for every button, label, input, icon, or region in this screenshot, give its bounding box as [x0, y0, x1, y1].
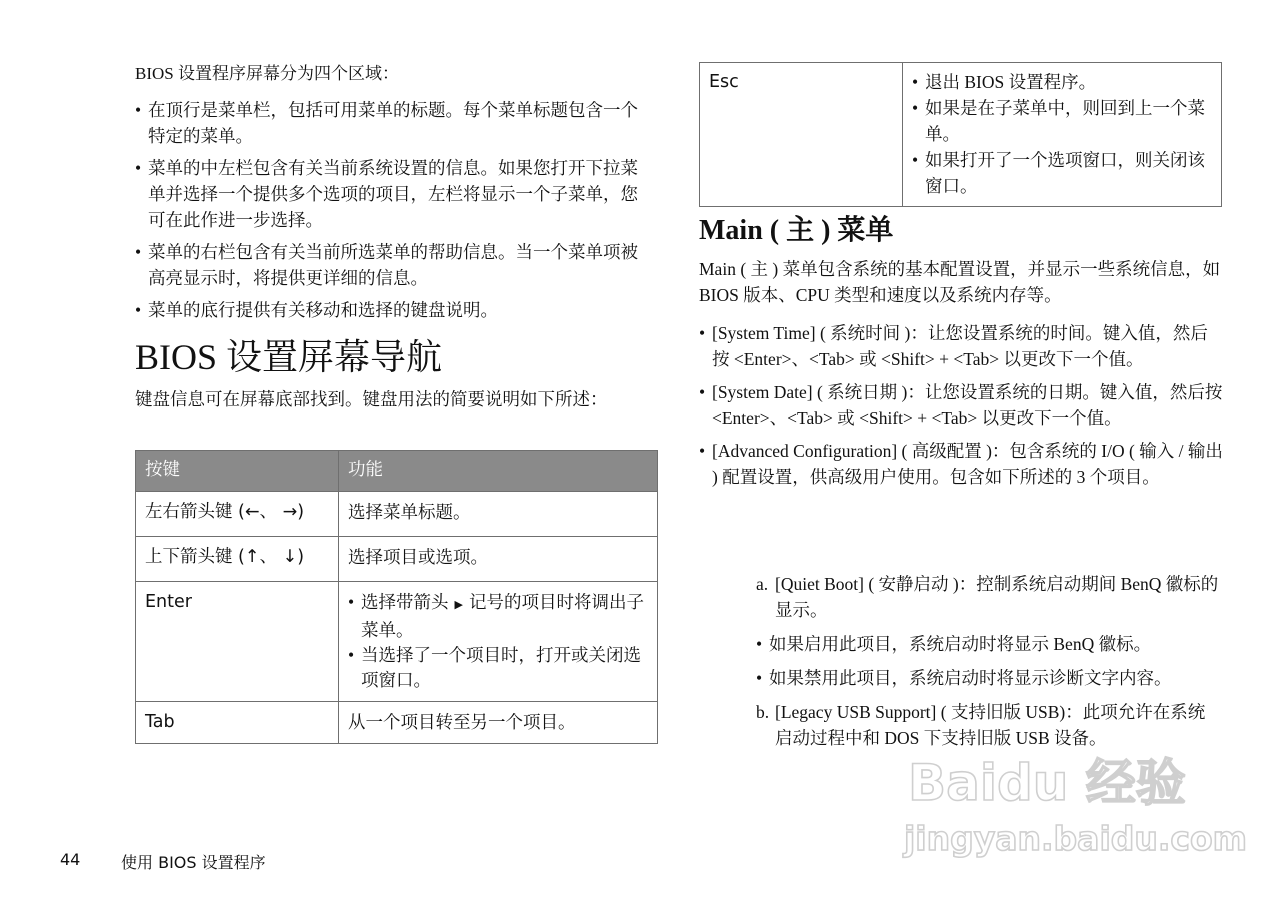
key-cell: 左右箭头键 (←、 →): [136, 492, 339, 537]
keys-table-wrapper: [135, 450, 658, 744]
esc-function-list: [912, 69, 1212, 199]
subitem-marker: b.: [756, 702, 770, 722]
list-item: • 菜单的右栏包含有关当前所选菜单的帮助信息。当一个菜单项被高亮显示时，将提供更详细的信息。: [135, 239, 650, 291]
function-cell: 选择项目或选项。: [339, 537, 658, 582]
list-item: • 如果是在子菜单中，则回到上一个菜单。: [912, 95, 1212, 147]
enter-function-list: [348, 590, 648, 693]
table-row: [700, 63, 1222, 207]
list-item: • 如果打开了一个选项窗口，则关闭该窗口。: [912, 147, 1212, 199]
intro-text: BIOS 设置程序屏幕分为四个区域：: [135, 64, 399, 83]
key-cell: Esc: [700, 63, 903, 207]
list-item: [348, 590, 648, 643]
main-menu-description: Main ( 主 ) 菜单包含系统的基本配置设置，并显示一些系统信息，如 BIOS 版本、CPU 类型和速度以及系统内存等。: [699, 259, 1221, 305]
subitem-marker: a.: [756, 574, 769, 594]
table-row: [136, 537, 658, 582]
key-cell: 上下箭头键 (↑、 ↓): [136, 537, 339, 582]
watermark-line2: jingyan.baidu.com: [904, 819, 1248, 858]
item-term: [Legacy USB Support]: [775, 702, 937, 722]
table-row: [136, 702, 658, 744]
list-item: • 菜单的中左栏包含有关当前系统设置的信息。如果您打开下拉菜单并选择一个提供多个选项的项目，左栏将显示一个子菜单，您可在此作进一步选择。: [135, 155, 650, 233]
item-term: [Advanced Configuration]: [712, 441, 898, 461]
table-row: [136, 492, 658, 537]
list-item: [699, 438, 1224, 490]
list-item: • 如果启用此项目，系统启动时将显示 BenQ 徽标。: [756, 631, 1221, 657]
esc-table-wrapper: [699, 62, 1222, 207]
main-menu-items-list: [699, 320, 1224, 497]
list-item: [699, 320, 1224, 372]
list-item: • 如果禁用此项目，系统启动时将显示诊断文字内容。: [756, 665, 1221, 691]
header-function: 功能: [339, 451, 658, 492]
baidu-watermark-logo: [898, 745, 1248, 865]
quiet-boot-bullets: [756, 631, 1221, 691]
list-item-text: 选择带箭头: [361, 592, 449, 612]
section-heading-main-menu: Main ( 主 ) 菜单: [699, 215, 894, 246]
item-term: [System Date]: [712, 382, 813, 402]
function-cell: 从一个项目转至另一个项目。: [339, 702, 658, 744]
item-term: [System Time]: [712, 323, 816, 343]
item-text: ( 支持旧版 USB)：此项允许在系统启动过程中和 DOS 下支持旧版 USB 设备。: [775, 702, 1206, 748]
function-cell: 选择菜单标题。: [339, 492, 658, 537]
key-cell: Enter: [136, 582, 339, 702]
subitem-legacy-usb: [756, 699, 1221, 751]
item-text: ( 安静启动 )：控制系统启动期间 BenQ 徽标的显示。: [775, 574, 1219, 620]
item-term: [Quiet Boot]: [775, 574, 864, 594]
esc-table: [699, 62, 1222, 207]
list-item: • 菜单的底行提供有关移动和选择的键盘说明。: [135, 297, 650, 323]
list-item: • 在顶行是菜单栏，包括可用菜单的标题。每个菜单标题包含一个特定的菜单。: [135, 97, 650, 149]
subitem-quiet-boot: [756, 571, 1221, 623]
keys-table: [135, 450, 658, 744]
key-cell: Tab: [136, 702, 339, 744]
function-cell: [339, 582, 658, 702]
section-heading-navigation: BIOS 设置屏幕导航: [135, 337, 443, 377]
keyboard-description: 键盘信息可在屏幕底部找到。键盘用法的简要说明如下所述：: [135, 389, 608, 409]
list-item: [699, 379, 1224, 431]
watermark-line1: Baidu 经验: [908, 754, 1186, 812]
list-item: • 当选择了一个项目时，打开或关闭选项窗口。: [348, 643, 648, 693]
table-row: [136, 582, 658, 702]
advanced-config-subitems: [756, 571, 1221, 751]
item-text: ( 系统日期 )：让您设置系统的日期。键入值，然后按 <Enter>、<Tab> 或 <Shift> + <Tab> 以更改下一个值。: [712, 382, 1223, 428]
page-number: 44: [60, 850, 81, 869]
function-cell: [903, 63, 1222, 207]
screen-areas-list: [135, 97, 650, 329]
header-key: 按键: [136, 451, 339, 492]
footer-text: 使用 BIOS 设置程序: [121, 853, 266, 872]
item-text: ( 系统时间 )：让您设置系统的时间。键入值，然后按 <Enter>、<Tab> 或 <Shift> + <Tab> 以更改下一个值。: [712, 323, 1208, 369]
table-header-row: [136, 451, 658, 492]
list-item: • 退出 BIOS 设置程序。: [912, 69, 1212, 95]
right-arrow-icon: ▶: [454, 599, 463, 611]
item-text: ( 高级配置 )：包含系统的 I/O ( 输入 / 输出 ) 配置设置，供高级用户使用。包含如下所述的 3 个项目。: [712, 441, 1223, 487]
list-item-text: 记号的项目时将调出子菜单。: [361, 592, 644, 640]
